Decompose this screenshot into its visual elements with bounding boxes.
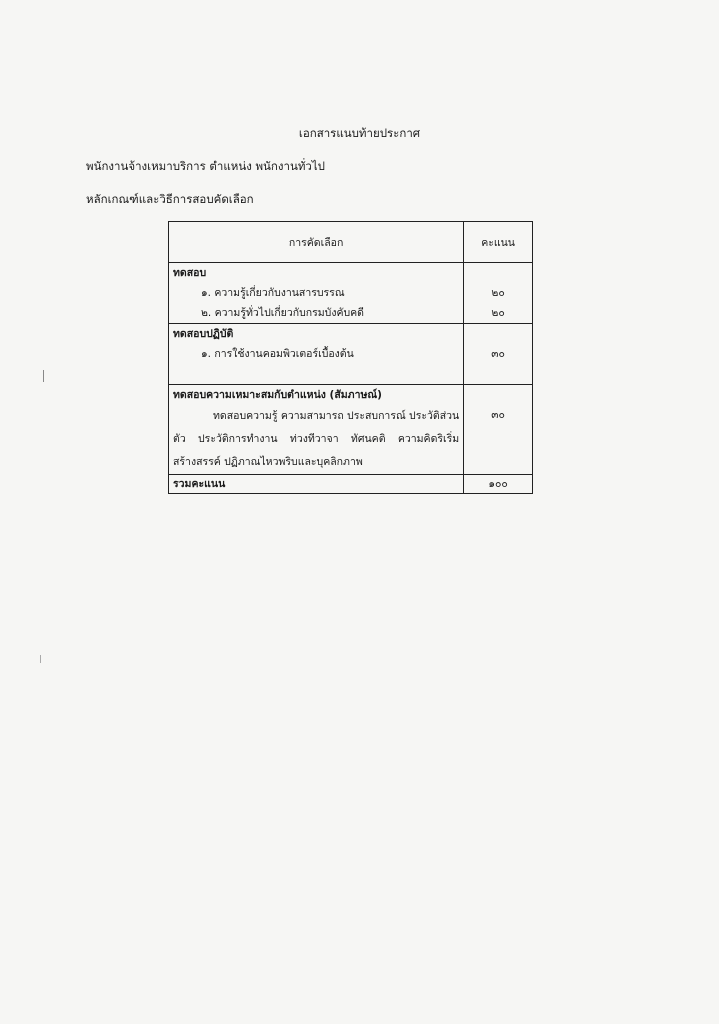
table-row bbox=[169, 385, 533, 475]
section-title: ทดสอบปฏิบัติ bbox=[173, 328, 234, 340]
document-title: เอกสารแนบท้ายประกาศ bbox=[298, 126, 421, 140]
list-item: ๒. ความรู้ทั่วไปเกี่ยวกับกรมบังคับคดี bbox=[201, 307, 364, 319]
section-title: ทดสอบ bbox=[173, 267, 207, 279]
header-score: คะแนน bbox=[464, 222, 533, 263]
score-value: ๒๐ bbox=[491, 287, 505, 299]
table-total-row bbox=[169, 475, 533, 494]
margin-mark bbox=[43, 370, 44, 382]
score-value: ๓๐ bbox=[491, 409, 505, 421]
score-table bbox=[168, 221, 533, 494]
section-written-scores bbox=[464, 263, 533, 324]
section-written-test bbox=[169, 263, 464, 324]
score-value: ๓๐ bbox=[491, 348, 505, 360]
score-value: ๒๐ bbox=[491, 307, 505, 319]
list-item: ๑. การใช้งานคอมพิวเตอร์เบื้องต้น bbox=[201, 348, 354, 360]
section-title: ทดสอบความเหมาะสมกับตำแหน่ง (สัมภาษณ์) bbox=[173, 389, 382, 401]
table-row bbox=[169, 263, 533, 324]
margin-mark bbox=[40, 655, 41, 663]
section-description: ทดสอบความรู้ ความสามารถ ประสบการณ์ ประวัติส่วนตัว ประวัติการทำงาน ท่วงทีวาจา ทัศนคติ ความคิดริเริ่มสร้างสรรค์ ปฏิภาณไหวพริบและบุคลิกภาพ bbox=[173, 410, 460, 468]
table-row bbox=[169, 324, 533, 385]
section-interview bbox=[169, 385, 464, 475]
position-line: พนักงานจ้างเหมาบริการ ตำแหน่ง พนักงานทั่วไป bbox=[86, 159, 325, 173]
criteria-heading: หลักเกณฑ์และวิธีการสอบคัดเลือก bbox=[86, 192, 254, 206]
total-label: รวมคะแนน bbox=[169, 475, 464, 494]
table-header-row bbox=[169, 222, 533, 263]
section-practical-scores bbox=[464, 324, 533, 385]
total-score: ๑๐๐ bbox=[464, 475, 533, 494]
header-item: การคัดเลือก bbox=[169, 222, 464, 263]
section-practical-test bbox=[169, 324, 464, 385]
section-interview-score bbox=[464, 385, 533, 475]
list-item: ๑. ความรู้เกี่ยวกับงานสารบรรณ bbox=[201, 287, 345, 299]
